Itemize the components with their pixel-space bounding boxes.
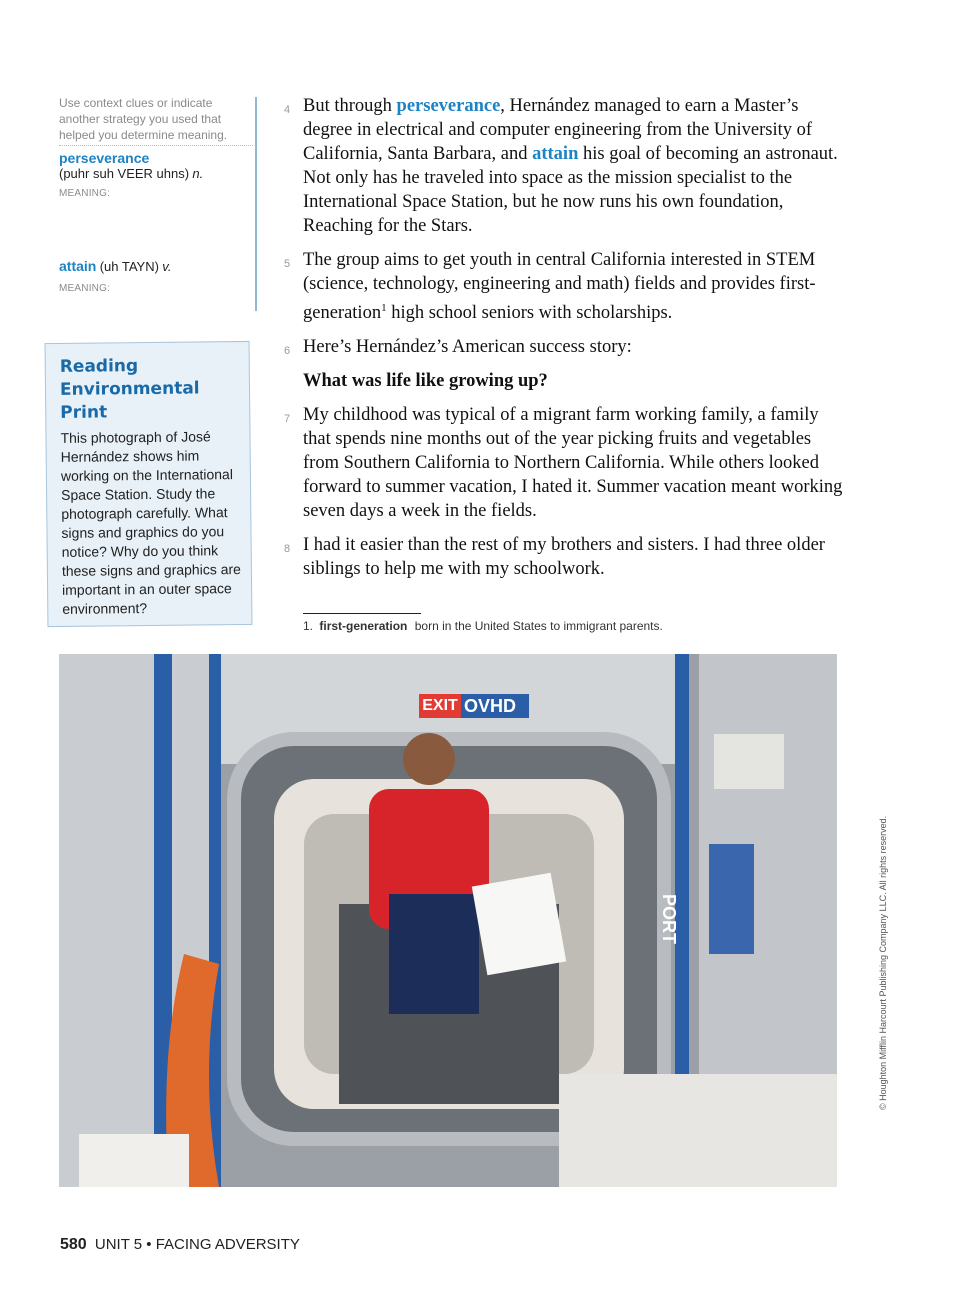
text-segment: his goal of becoming an astronaut. Not only has he traveled into space as the mission specialist to the International Space Station, but he now runs his own foundation, Reaching for the Stars. xyxy=(303,144,838,236)
vocab-part-of-speech: n. xyxy=(192,166,204,181)
photo-illustration xyxy=(59,654,837,1187)
text-segment: But through xyxy=(303,96,397,116)
text-segment: , Hernández managed to earn a Master’s degree in electrical and computer engineering from the University of California, Santa Barbara, and xyxy=(303,96,813,164)
reading-title-line1: Reading xyxy=(59,356,139,377)
reading-environmental-print-box xyxy=(45,341,253,627)
meaning-label: MEANING: xyxy=(59,283,111,294)
paragraph-6 xyxy=(284,335,844,359)
page-number: 580 xyxy=(60,1236,87,1253)
vocab-highlight-attain[interactable]: attain xyxy=(532,144,579,164)
footnote-text: born in the United States to immigrant parents. xyxy=(414,619,663,633)
text-segment: Here’s Hernández’s American success story: xyxy=(303,337,632,358)
paragraph-7 xyxy=(284,403,844,523)
footnote-rule xyxy=(303,613,421,614)
paragraph-number: 7 xyxy=(284,413,291,426)
paragraph-number: 6 xyxy=(284,345,291,358)
reading-box-body: This photograph of José Hernández shows him working on the International Space Station. Study the photograph carefully. What signs and graphics do you notice? Why do you think these signs and graphics are important in an outer space environment? xyxy=(60,428,241,617)
vocab-term-perseverance: perseverance xyxy=(59,150,150,166)
meaning-answer-space[interactable] xyxy=(59,202,253,258)
vocab-term-attain: attain xyxy=(59,258,97,274)
vocab-entry-perseverance xyxy=(59,150,253,258)
text-segment: The group aims to get youth in central California interested in STEM (science, technology, engineering and math) fields and provides first-generation xyxy=(303,250,816,324)
ovhd-sign: OVHD xyxy=(464,696,517,716)
text-segment: high school seniors with scholarships. xyxy=(386,303,673,324)
paragraph-number: 8 xyxy=(284,543,291,556)
interview-question-heading: What was life like growing up? xyxy=(303,371,548,392)
vocab-pronunciation: (uh TAYN) xyxy=(99,259,159,274)
main-text-column xyxy=(284,94,844,591)
reading-title-line2: Environmental Print xyxy=(59,378,200,423)
paragraph-number: 5 xyxy=(284,258,291,270)
text-segment: I had it easier than the rest of my brothers and sisters. I had three older siblings to help me with my schoolwork. xyxy=(303,535,825,580)
space-station-photo xyxy=(59,654,837,1187)
meaning-label: MEANING: xyxy=(59,188,111,199)
sidebar-instruction: Use context clues or indicate another strategy you used that helped you determine meaning. xyxy=(59,96,228,142)
paragraph-8 xyxy=(284,533,844,581)
vocabulary-sidebar xyxy=(59,95,253,307)
footnote-marker[interactable]: 1 xyxy=(381,302,387,314)
footnote-number: 1. xyxy=(303,619,314,633)
vocab-part-of-speech: v. xyxy=(162,259,172,274)
sidebar-rule xyxy=(255,97,257,311)
paragraph-5 xyxy=(284,248,844,325)
reading-box-title xyxy=(60,354,250,425)
vocab-highlight-perseverance[interactable]: perseverance xyxy=(396,96,501,116)
meaning-answer-space[interactable] xyxy=(59,297,253,307)
exit-sign: EXIT xyxy=(419,694,461,718)
unit-title: UNIT 5 • FACING ADVERSITY xyxy=(94,1236,300,1253)
paragraph-number: 4 xyxy=(284,104,291,116)
vocab-pronunciation: (puhr suh VEER uhns) xyxy=(59,166,190,181)
footnote xyxy=(303,619,663,633)
paragraph-4 xyxy=(284,94,844,238)
page-footer xyxy=(60,1236,300,1254)
port-sign: PORT xyxy=(659,894,679,945)
vocab-entry-attain xyxy=(59,258,253,307)
sidebar-divider xyxy=(59,145,253,146)
footnote-term: first-generation xyxy=(319,619,408,633)
copyright-credit: © Houghton Mifflin Harcourt Publishing Company LLC. All rights reserved. xyxy=(878,815,888,1110)
text-segment: My childhood was typical of a migrant farm working family, a family that spends nine months out of the year picking fruits and vegetables from Southern California to Northern California. While others looked forward to summer vacation, I hated it. Summer vacation meant working seven days a week in the fields. xyxy=(303,405,843,522)
